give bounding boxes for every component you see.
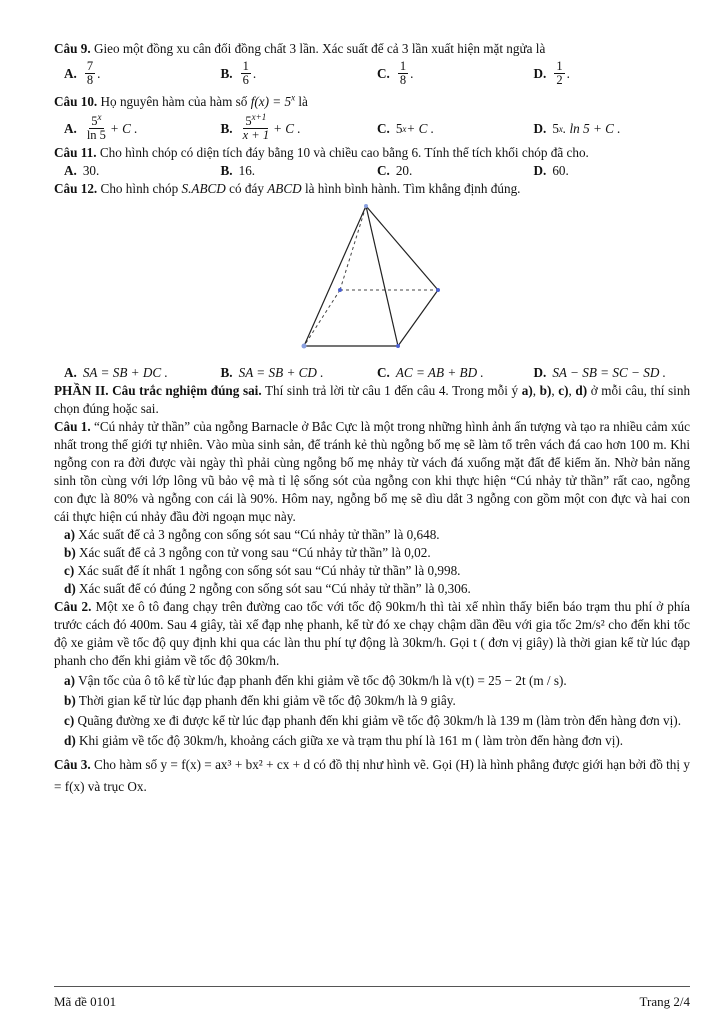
vertex-c xyxy=(396,344,400,348)
option-c[interactable]: C. 5 x + C . xyxy=(377,120,435,136)
option-c[interactable]: C. AC = AB + BD . xyxy=(377,365,484,380)
pyramid-figure xyxy=(298,204,448,364)
problem-1 xyxy=(54,418,690,526)
vertex-a xyxy=(338,288,342,292)
fraction: $\frac{1}{2}$ xyxy=(556,59,563,87)
question-text: Gieo một đồng xu cân đối đồng chất 3 lần. Xác suất để cả 3 lần xuất hiện mặt ngửa là xyxy=(93,41,546,56)
option-b[interactable]: B. SA = SB + CD . xyxy=(220,365,324,380)
pyramid-name: S.ABCD xyxy=(181,181,226,196)
fraction: $\frac{1}{6}$ xyxy=(242,59,249,87)
function-expression: $f(x) = 5^x$ xyxy=(250,92,296,109)
fraction: $\frac{7}{8}$ xyxy=(86,59,94,87)
fraction: $\frac{5^{x+1}}{x + 1}$ xyxy=(242,111,270,142)
fraction: $\frac{5^x}{\ln 5}$ xyxy=(86,111,106,142)
question-tail: là xyxy=(298,94,308,109)
question-number: Câu 11. xyxy=(54,145,97,160)
option-c[interactable]: C. $\frac{1}{8}$ . xyxy=(377,59,414,87)
hidden-edge-ab xyxy=(304,290,340,346)
question-number: Câu 2. xyxy=(54,599,92,614)
part-2-title: PHẦN II. Câu trắc nghiệm đúng sai. xyxy=(54,383,262,398)
option-d[interactable]: D. 60. xyxy=(533,163,569,178)
question-11-options xyxy=(64,162,690,180)
question-12: Câu 12. Cho hình chóp S.ABCD có đáy ABCD là hình bình hành. Tìm khẳng định đúng. xyxy=(54,181,521,196)
vertex-s xyxy=(364,204,368,208)
part-2-heading: PHẦN II. Câu trắc nghiệm đúng sai. Thí sinh trả lời từ câu 1 đến câu 4. Trong mỗi ý a), b), c), d) ở mỗi câu, thí sinh chọn đúng hoặc sai. xyxy=(54,383,691,416)
edge-cd xyxy=(398,290,438,346)
base-name: ABCD xyxy=(267,181,302,196)
question-number: Câu 9. xyxy=(54,41,91,56)
problem-3 xyxy=(54,754,690,798)
statement-d[interactable]: d) Khi giảm về tốc độ 30km/h, khoảng cách giữa xe và trạm thu phí là 161 m ( làm tròn đến hàng đơn vị). xyxy=(64,733,624,748)
question-number: Câu 12. xyxy=(54,181,98,196)
statement-a[interactable]: a) Vận tốc của ô tô kể từ lúc đạp phanh đến khi giảm về tốc độ 30km/h là v(t) = 25 − 2t (m / s). xyxy=(64,673,567,688)
statement-b[interactable]: b) Xác suất để cả 3 ngỗng con tử vong sau “Cú nhảy tử thần” là 0,02. xyxy=(64,545,431,560)
option-a[interactable]: A. $\frac{5^x}{\ln 5}$ + C . xyxy=(64,111,138,142)
option-a[interactable]: A. $\frac{7}{8}$ . xyxy=(64,59,101,87)
option-b[interactable]: B. $\frac{1}{6}$ . xyxy=(220,59,257,87)
exam-page xyxy=(54,40,690,798)
question-9 xyxy=(54,40,690,58)
option-a[interactable]: A. SA = SB + DC . xyxy=(64,365,168,380)
option-d[interactable]: D. 5 x . ln 5 + C . xyxy=(533,120,621,136)
question-number: Câu 10. xyxy=(54,94,98,109)
option-d[interactable]: D. $\frac{1}{2}$ . xyxy=(533,59,570,87)
page-footer xyxy=(54,986,690,1011)
statement-d[interactable]: d) Xác suất để có đúng 2 ngỗng con sống sót sau “Cú nhảy tử thần” là 0,306. xyxy=(64,581,471,596)
question-10 xyxy=(54,93,690,111)
statement-a[interactable]: a) Xác suất để cả 3 ngỗng con sống sót sau “Cú nhảy tử thần” là 0,648. xyxy=(64,527,440,542)
vertex-b xyxy=(302,344,307,349)
exam-code: Mã đề 0101 xyxy=(54,994,117,1009)
vertex-d xyxy=(436,288,440,292)
statement-c[interactable]: c) Xác suất để ít nhất 1 ngỗng con sống sót sau “Cú nhảy tử thần” là 0,998. xyxy=(64,563,461,578)
question-11 xyxy=(54,144,690,162)
question-10-options xyxy=(64,111,690,142)
question-text: Họ nguyên hàm của hàm số xyxy=(100,94,248,109)
edge-sb xyxy=(304,206,366,346)
option-a[interactable]: A. 30. xyxy=(64,163,100,178)
option-d[interactable]: D. SA − SB = SC − SD . xyxy=(533,365,666,380)
option-c[interactable]: C. 20. xyxy=(377,163,413,178)
statement-b[interactable]: b) Thời gian kể từ lúc đạp phanh đến khi giảm về tốc độ 30km/h là 9 giây. xyxy=(64,693,456,708)
fraction: $\frac{1}{8}$ xyxy=(399,59,407,87)
option-b[interactable]: B. 16. xyxy=(220,163,256,178)
option-b[interactable]: B. $\frac{5^{x+1}}{x + 1}$ + C . xyxy=(220,111,301,142)
page-number: Trang 2/4 xyxy=(639,994,690,1009)
problem-2 xyxy=(54,598,690,670)
problem-text: Cho hàm số y = f(x) = ax³ + bx² + cx + d có đồ thị như hình vẽ. Gọi (H) là hình phẳng được giới hạn bởi đồ thị y = f(x) và trục Ox. xyxy=(54,757,691,794)
problem-text: Một xe ô tô đang chạy trên đường cao tốc với tốc độ 90km/h thì tài xế nhìn thấy biển báo trạm thu phí ở phía trước cách đó 400m. Sau 4 giây, tài xế đạp nhẹ phanh, kể từ đó xe chạy chậm dần đều với gia tốc 2m/s² cho đến khi tốc độ xe giảm về tốc độ quy định khi qua các làn thu phí tự động là 30km/h. Gọi t ( đơn vị giây) là thời gian kể từ lúc đạp phanh cho đến khi giảm về tốc độ 30km/h. xyxy=(54,599,691,668)
statement-c[interactable]: c) Quãng đường xe đi được kể từ lúc đạp phanh đến khi giảm về tốc độ 30km/h là 139 m (làm tròn đến hàng đơn vị). xyxy=(64,713,681,728)
question-number: Câu 1. xyxy=(54,419,91,434)
question-9-options xyxy=(64,60,690,87)
question-12-options xyxy=(64,364,690,382)
question-number: Câu 3. xyxy=(54,757,91,772)
question-text: Cho hình chóp có diện tích đáy bằng 10 và chiều cao bằng 6. Tính thể tích khối chóp đã cho. xyxy=(99,145,589,160)
edge-sd xyxy=(366,206,438,290)
problem-text: “Cú nhảy tử thần” của ngỗng Barnacle ở Bắc Cực là một trong những hình ảnh ấn tượng và tạo ra nhiều cảm xúc nhất trong thế giới tự nhiên. Vào mùa sinh sản, để tránh kẻ thù ngỗng bố mẹ sẽ làm tổ trên vách đá cao hơn 100 m. Khi ngỗng con ra đời được vài ngày thì phải cùng ngỗng bố mẹ nhảy từ vách đá xuống mặt đất để kiếm ăn. Nhờ bản năng sinh tồn cùng với lớp lông vũ bảo vệ mà tỉ lệ sống sót của ngỗng con khi thực hiện “Cú nhảy tử thần” rất cao, ngỗng con đực là 80% và ngỗng con cái là 90%. Hôm nay, ngỗng bố mẹ sẽ dìu dắt 3 ngỗng con gồm một con đực và hai con cái thực hiện cú nhảy đầu đời ngoạn mục này. xyxy=(54,419,691,524)
edge-sc xyxy=(366,206,398,346)
hidden-edge-sa xyxy=(340,206,366,290)
